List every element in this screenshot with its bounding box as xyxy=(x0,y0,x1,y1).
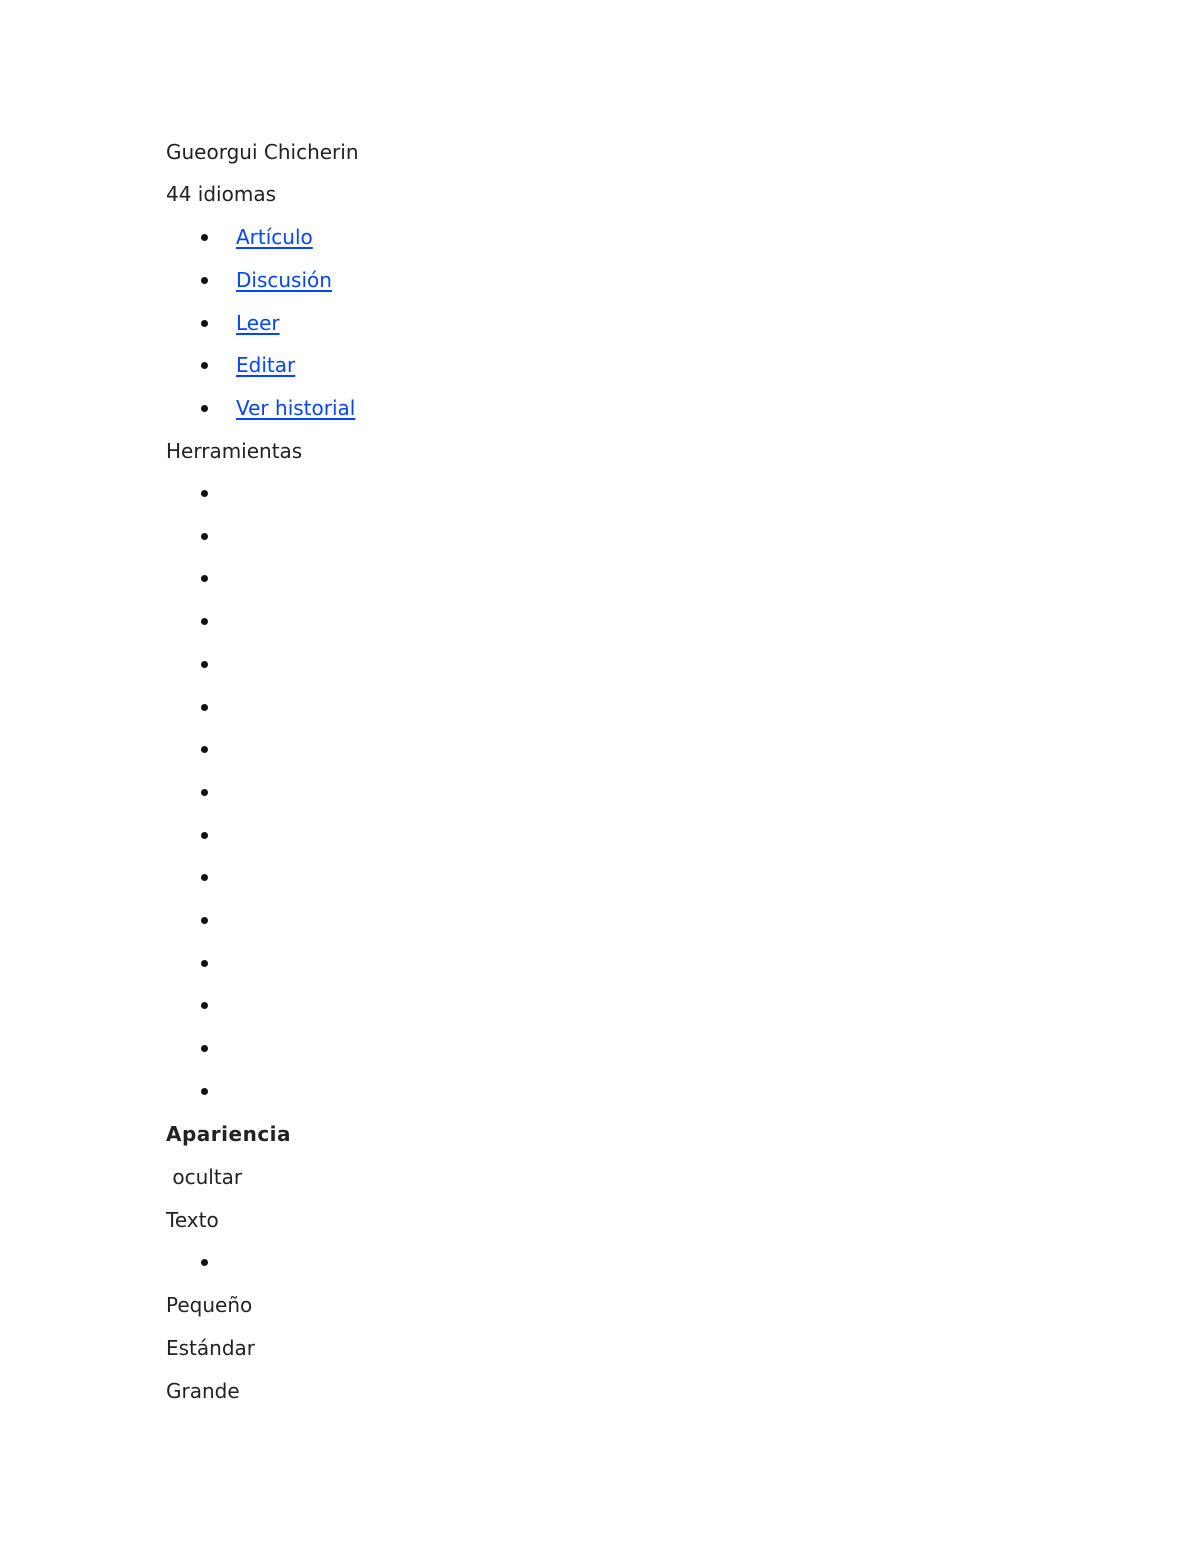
bullet-icon xyxy=(201,1259,208,1266)
bullet-icon xyxy=(201,704,208,711)
bullet-icon xyxy=(201,746,208,753)
bullet-icon xyxy=(201,917,208,924)
language-count[interactable]: 44 idiomas xyxy=(166,182,277,206)
bullet-icon xyxy=(201,533,208,540)
bullet-icon xyxy=(201,1088,208,1095)
discussion-link[interactable]: Discusión xyxy=(236,268,332,292)
text-size-label: Texto xyxy=(166,1208,219,1232)
bullet-icon xyxy=(201,874,208,881)
bullet-icon xyxy=(201,575,208,582)
hide-appearance-button[interactable]: ocultar xyxy=(166,1165,243,1189)
bullet-icon xyxy=(201,960,208,967)
bullet-icon xyxy=(201,320,208,327)
text-size-small-option[interactable]: Pequeño xyxy=(166,1293,253,1317)
bullet-icon xyxy=(201,661,208,668)
bullet-icon xyxy=(201,1045,208,1052)
bullet-icon xyxy=(201,1002,208,1009)
bullet-icon xyxy=(201,405,208,412)
appearance-heading: Apariencia xyxy=(166,1122,292,1146)
bullet-icon xyxy=(201,832,208,839)
page-title: Gueorgui Chicherin xyxy=(166,140,359,164)
text-size-standard-option[interactable]: Estándar xyxy=(166,1336,256,1360)
article-link[interactable]: Artículo xyxy=(236,225,313,249)
bullet-icon xyxy=(201,490,208,497)
text-size-large-option[interactable]: Grande xyxy=(166,1379,240,1403)
bullet-icon xyxy=(201,362,208,369)
bullet-icon xyxy=(201,277,208,284)
bullet-icon xyxy=(201,789,208,796)
bullet-icon xyxy=(201,234,208,241)
tools-heading[interactable]: Herramientas xyxy=(166,439,303,463)
history-link[interactable]: Ver historial xyxy=(236,396,356,420)
bullet-icon xyxy=(201,618,208,625)
edit-link[interactable]: Editar xyxy=(236,353,296,377)
read-link[interactable]: Leer xyxy=(236,311,280,335)
